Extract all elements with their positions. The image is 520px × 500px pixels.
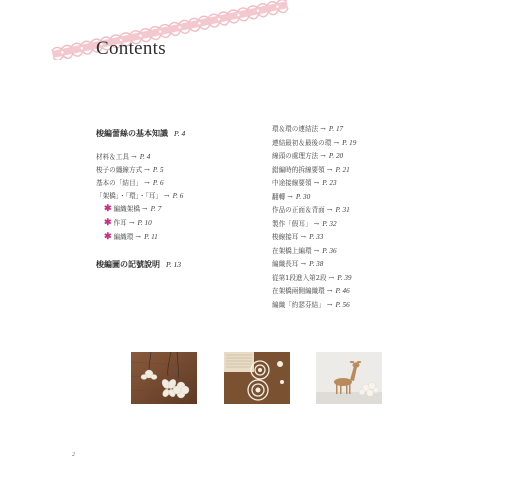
toc-entry[interactable] [272,124,343,134]
toc-entry-label: 材料＆工具 → [96,153,137,161]
star-icon: ✱ [104,218,112,228]
toc-entry[interactable] [272,205,350,215]
lace-ribbon-decoration [40,0,300,60]
toc-page-number: P. 11 [144,233,158,241]
toc-entry-label: 編織環 → [113,233,141,241]
toc-section-heading[interactable] [96,259,181,270]
toc-heading-label: 梭編蕾絲の基本知識 [96,128,168,138]
toc-entry[interactable] [272,259,323,269]
toc-entry[interactable] [272,246,337,256]
toc-entry[interactable] [272,273,352,283]
toc-page-number: P. 4 [139,153,151,161]
toc-entry[interactable] [96,178,164,188]
toc-entry[interactable] [104,232,158,242]
toc-entry-label: 從第1段進入第2段 → [272,273,335,282]
toc-entry[interactable] [272,192,310,202]
toc-page-number: P. 39 [337,273,352,282]
toc-page-number: P. 38 [309,260,324,268]
toc-page-number: P. 17 [328,125,344,133]
toc-entry-label: 在架橋兩側編織環 → [272,287,333,295]
toc-entry[interactable] [272,219,337,229]
toc-entry-label: 錯編時的拆線要領 → [272,165,333,174]
toc-entry-label: 編織長耳 → [272,260,306,268]
toc-page-number: P. 46 [335,287,350,295]
star-icon: ✱ [104,204,112,214]
toc-entry-label: 作品の正面＆背面 → [272,206,333,214]
toc-page-number: P. 36 [322,246,337,255]
toc-page-number: P. 31 [335,206,350,214]
toc-page-number: P. 10 [137,219,152,227]
toc-page-number: P. 32 [322,219,337,228]
toc-entry-label: 梭線接耳 → [272,233,306,241]
toc-entry[interactable] [272,165,350,175]
toc-entry-label: 翻轉 → [272,192,293,201]
toc-entry-label: 「架橋」・「環」・「耳」 → [96,192,170,200]
toc-entry-label: 編織架橋 → [113,205,148,213]
lace-and-fawn-figurine-photo [316,352,382,404]
toc-entry-label: 梭子の纏線方式 → [96,166,150,174]
toc-page-number: P. 7 [150,205,162,213]
toc-page-number: P. 20 [328,152,344,160]
toc-entry[interactable] [272,286,350,296]
toc-page-number: P. 6 [152,179,164,187]
toc-page-number: P. 13 [166,260,182,269]
toc-heading-label: 梭編圖の記號說明 [96,259,160,269]
star-icon: ✱ [104,232,112,242]
toc-entry[interactable] [104,218,152,228]
toc-page-number: P. 30 [295,192,311,201]
toc-page-number: P. 23 [322,179,337,187]
toc-section-heading[interactable] [96,128,185,139]
toc-page-number: P. 19 [342,138,357,147]
toc-entry[interactable] [96,165,164,175]
toc-page-number: P. 21 [335,165,350,174]
page-title: Contents [96,38,166,59]
toc-entry-label: 編織「約瑟芬結」 → [272,300,333,309]
toc-entry[interactable] [272,300,350,310]
toc-page-number: P. 4 [174,129,186,138]
toc-entry[interactable] [96,191,183,201]
toc-entry[interactable] [104,204,161,214]
page-number: 2 [72,452,75,458]
toc-entry[interactable] [96,152,150,162]
toc-entry-label: 中途接線要領 → [272,179,320,187]
toc-entry[interactable] [272,138,356,148]
toc-page-number: P. 5 [152,166,164,174]
tatted-lace-necklaces-photo [131,352,197,404]
toc-page-number: P. 56 [335,300,350,309]
toc-entry-label: 製作「假耳」 → [272,219,320,228]
toc-entry[interactable] [272,151,343,161]
toc-entry-label: 作耳 → [113,219,135,227]
tatted-lace-doilies-photo [224,352,290,404]
toc-page-number: P. 33 [309,233,324,241]
toc-entry-label: 環＆環の連結法 → [272,125,326,133]
toc-entry[interactable] [272,232,323,242]
toc-entry-label: 在架橋上編環 → [272,246,320,255]
toc-page-number: P. 6 [172,192,184,200]
toc-entry-label: 基本の「結目」 → [96,179,150,187]
toc-entry-label: 線頭の處理方法 → [272,152,326,160]
toc-entry-label: 連結最初＆最後の環 → [272,138,339,147]
toc-entry[interactable] [272,178,337,188]
